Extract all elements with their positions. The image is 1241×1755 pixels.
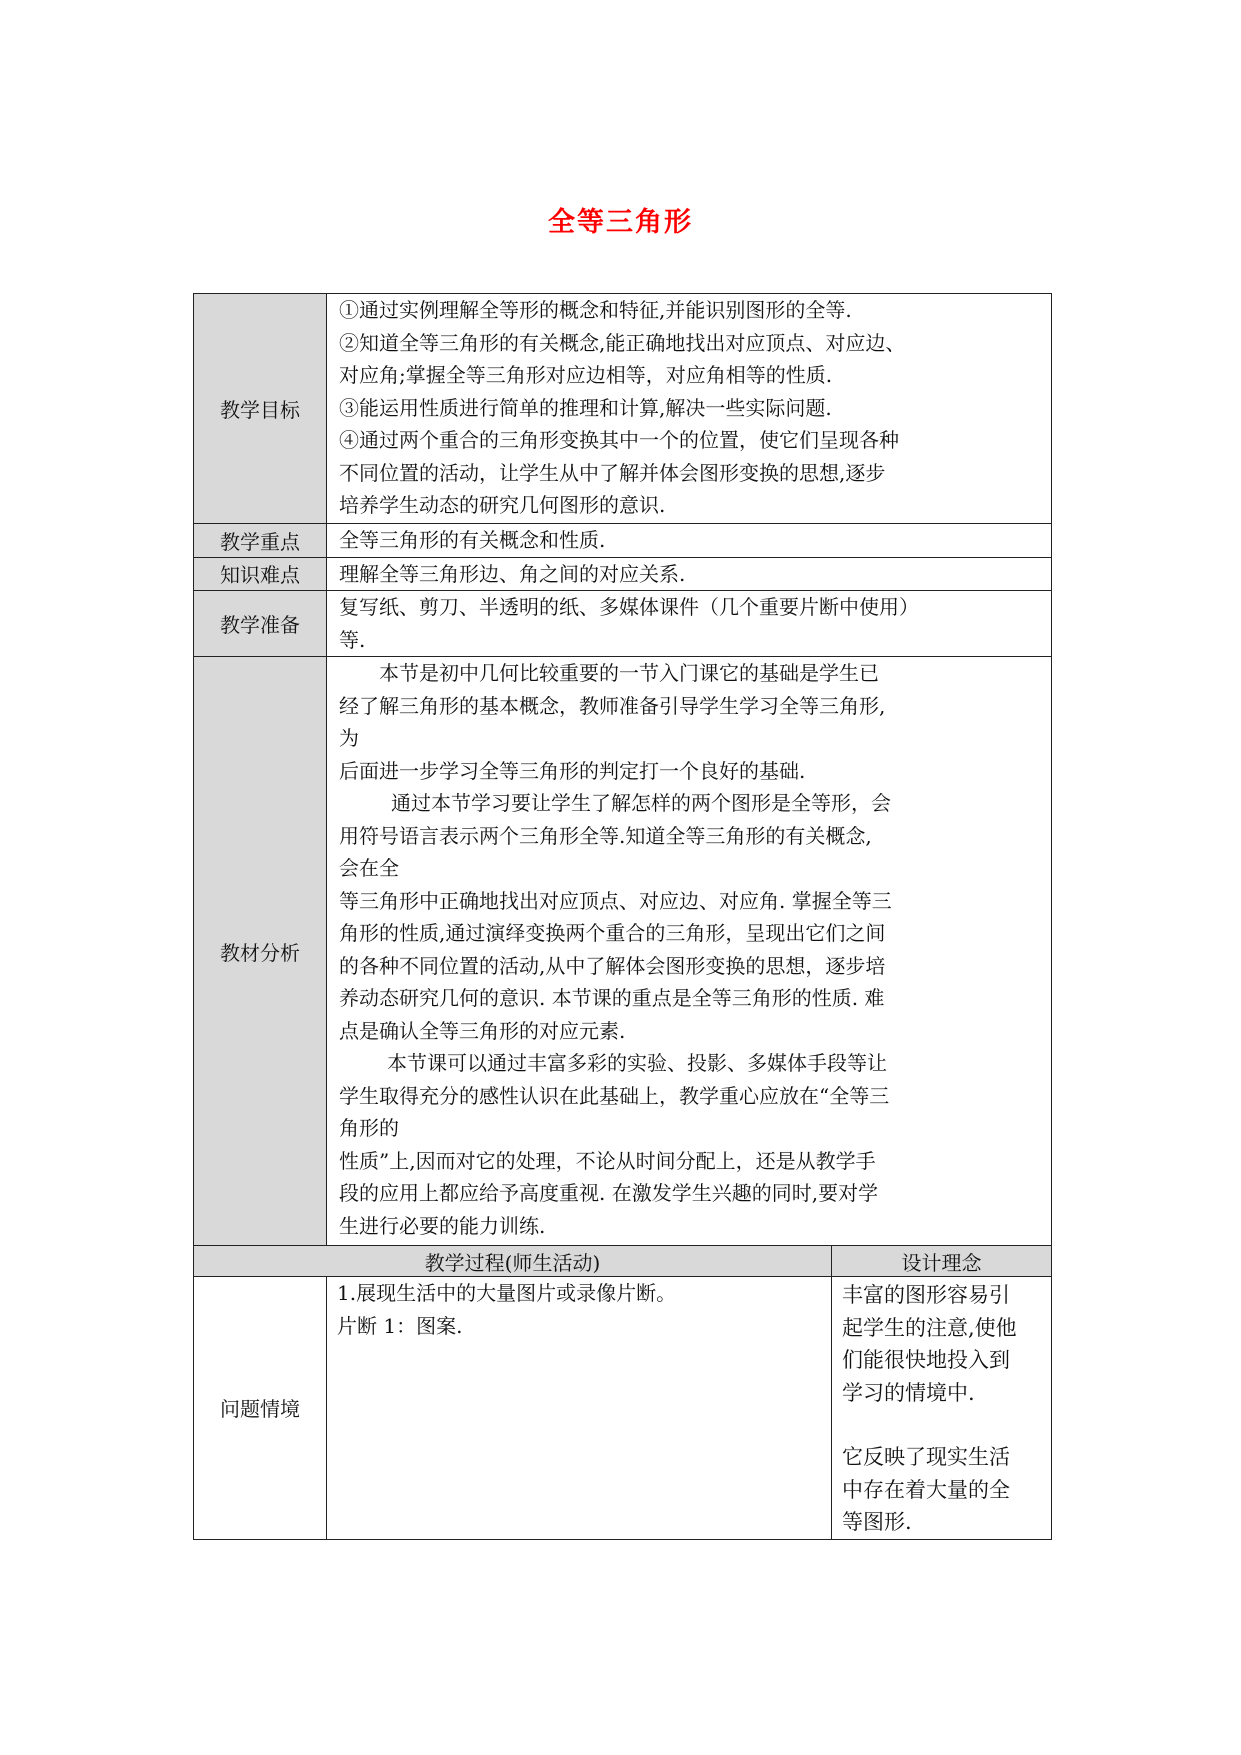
analysis-line: 段的应用上都应给予高度重视. 在激发学生兴趣的同时,要对学 xyxy=(339,1181,879,1205)
key-text: 全等三角形的有关概念和性质. xyxy=(339,528,606,552)
goals-line: ③能运用性质进行简单的推理和计算,解决一些实际问题. xyxy=(339,395,832,420)
situation-line: 片断 1：图案. xyxy=(337,1313,463,1338)
design-line: 它反映了现实生活 xyxy=(842,1445,1010,1469)
analysis-line: 生进行必要的能力训练. xyxy=(339,1213,546,1238)
analysis-line: 角形的 xyxy=(339,1116,399,1140)
preparation-line: 等. xyxy=(339,627,366,652)
goals-line: ②知道全等三角形的有关概念,能正确地找出对应顶点、对应边、 xyxy=(339,330,906,355)
design-line: 们能很快地投入到 xyxy=(842,1348,1010,1372)
analysis-line: 通过本节学习要让学生了解怎样的两个图形是全等形，会 xyxy=(391,791,891,815)
goals-label: 教学目标 xyxy=(194,294,327,524)
analysis-line: 后面进一步学习全等三角形的判定打一个良好的基础. xyxy=(339,758,806,783)
difficulty-text: 理解全等三角形边、角之间的对应关系. xyxy=(339,561,686,586)
analysis-line: 为 xyxy=(339,726,359,750)
analysis-line: 会在全 xyxy=(339,856,399,880)
analysis-line: 经了解三角形的基本概念，教师准备引导学生学习全等三角形, xyxy=(339,693,886,718)
analysis-line: 角形的性质,通过演绎变换两个重合的三角形，呈现出它们之间 xyxy=(339,921,886,945)
analysis-line: 学生取得充分的感性认识在此基础上，教学重心应放在“全等三 xyxy=(339,1083,890,1108)
preparation-label: 教学准备 xyxy=(194,591,327,657)
situation-design xyxy=(832,1277,1052,1540)
row-key-point xyxy=(194,524,1052,558)
design-line: 中存在着大量的全 xyxy=(842,1477,1010,1502)
design-header: 设计理念 xyxy=(832,1246,1052,1277)
goals-line: 对应角;掌握全等三角形对应边相等，对应角相等的性质. xyxy=(339,363,833,387)
goals-line: ①通过实例理解全等形的概念和特征,并能识别图形的全等. xyxy=(339,298,852,322)
goals-line: ④通过两个重合的三角形变换其中一个的位置，使它们呈现各种 xyxy=(339,428,899,452)
analysis-line: 性质”上,因而对它的处理，不论从时间分配上，还是从教学手 xyxy=(339,1148,876,1173)
row-situation xyxy=(194,1277,1052,1540)
situation-content xyxy=(327,1277,832,1540)
difficulty-label: 知识难点 xyxy=(194,557,327,591)
key-content xyxy=(327,524,1052,558)
difficulty-content xyxy=(327,557,1052,591)
analysis-content xyxy=(327,657,1052,1246)
row-difficulty xyxy=(194,557,1052,591)
analysis-line: 本节是初中几何比较重要的一节入门课它的基础是学生已 xyxy=(379,661,879,685)
analysis-label: 教材分析 xyxy=(194,657,327,1246)
row-analysis xyxy=(194,657,1052,1246)
analysis-line: 点是确认全等三角形的对应元素. xyxy=(339,1018,626,1043)
page-title: 全等三角形 xyxy=(548,207,693,238)
key-label: 教学重点 xyxy=(194,524,327,558)
row-goals xyxy=(194,294,1052,524)
row-preparation xyxy=(194,591,1052,657)
process-header: 教学过程(师生活动) xyxy=(194,1246,832,1277)
goals-line: 培养学生动态的研究几何图形的意识. xyxy=(339,493,666,517)
design-line: 丰富的图形容易引 xyxy=(842,1283,1010,1307)
goals-line: 不同位置的活动，让学生从中了解并体会图形变换的思想,逐步 xyxy=(339,460,886,485)
design-line: 等图形. xyxy=(842,1510,912,1534)
row-process-header xyxy=(194,1246,1052,1277)
preparation-line: 复写纸、剪刀、半透明的纸、多媒体课件（几个重要片断中使用） xyxy=(339,595,919,619)
analysis-line: 本节课可以通过丰富多彩的实验、投影、多媒体手段等让 xyxy=(387,1051,887,1075)
analysis-line: 等三角形中正确地找出对应顶点、对应边、对应角. 掌握全等三 xyxy=(339,888,892,913)
situation-line: 1.展现生活中的大量图片或录像片断。 xyxy=(337,1281,677,1305)
preparation-content xyxy=(327,591,1052,657)
lesson-plan-table xyxy=(193,293,1052,1540)
design-line: 起学生的注意,使他 xyxy=(842,1315,1017,1340)
analysis-line: 用符号语言表示两个三角形全等.知道全等三角形的有关概念, xyxy=(339,823,872,848)
situation-label: 问题情境 xyxy=(194,1277,327,1540)
design-line: 学习的情境中. xyxy=(842,1380,975,1405)
analysis-line: 养动态研究几何的意识. 本节课的重点是全等三角形的性质. 难 xyxy=(339,986,885,1010)
analysis-line: 的各种不同位置的活动,从中了解体会图形变换的思想，逐步培 xyxy=(339,953,886,978)
goals-content xyxy=(327,294,1052,524)
